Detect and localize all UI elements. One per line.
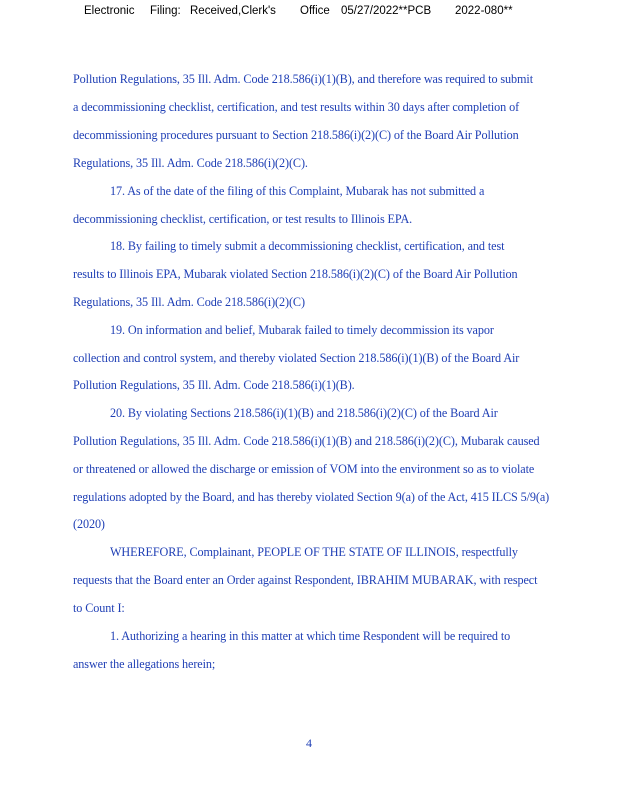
header-received: Received,Clerk's <box>190 5 276 17</box>
filing-stamp-header <box>0 5 618 19</box>
text-line: (2020) <box>73 517 105 531</box>
text-line: a decommissioning checklist, certification, and test results within 30 days after completion of <box>73 100 520 114</box>
paragraph-18-start: 18. By failing to timely submit a decommissioning checklist, certification, and test <box>110 239 505 253</box>
text-line: decommissioning procedures pursuant to Section 218.586(i)(2)(C) of the Board Air Pollution <box>73 128 519 142</box>
text-line: answer the allegations herein; <box>73 657 216 671</box>
text-line: Pollution Regulations, 35 Ill. Adm. Code 218.586(i)(1)(B) and 218.586(i)(2)(C), Mubarak caused <box>73 434 540 448</box>
text-line: decommissioning checklist, certification, or test results to Illinois EPA. <box>73 212 413 226</box>
text-line: requests that the Board enter an Order against Respondent, IBRAHIM MUBARAK, with respect <box>73 573 538 587</box>
text-line: to Count I: <box>73 601 125 615</box>
paragraph-19-start: 19. On information and belief, Mubarak failed to timely decommission its vapor <box>110 323 494 337</box>
header-docket: 2022-080** <box>455 5 513 17</box>
page-number: 4 <box>306 736 312 750</box>
header-date: 05/27/2022**PCB <box>341 5 432 17</box>
text-line: results to Illinois EPA, Mubarak violated Section 218.586(i)(2)(C) of the Board Air Pollution <box>73 267 518 281</box>
paragraph-17-start: 17. As of the date of the filing of this Complaint, Mubarak has not submitted a <box>110 184 485 198</box>
text-line: regulations adopted by the Board, and has thereby violated Section 9(a) of the Act, 415 ILCS 5/9(a) <box>73 490 550 504</box>
header-electronic: Electronic <box>84 5 135 17</box>
text-line: Pollution Regulations, 35 Ill. Adm. Code 218.586(i)(1)(B). <box>73 378 355 392</box>
text-line: Regulations, 35 Ill. Adm. Code 218.586(i)(2)(C). <box>73 156 308 170</box>
wherefore-clause-start: WHEREFORE, Complainant, PEOPLE OF THE STATE OF ILLINOIS, respectfully <box>110 545 518 559</box>
text-line: collection and control system, and thereby violated Section 218.586(i)(1)(B) of the Board Air <box>73 351 520 365</box>
prayer-item-1-start: 1. Authorizing a hearing in this matter at which time Respondent will be required to <box>110 629 511 643</box>
header-office: Office <box>300 5 330 17</box>
text-line: Pollution Regulations, 35 Ill. Adm. Code 218.586(i)(1)(B), and therefore was required to submit <box>73 72 533 86</box>
text-line: or threatened or allowed the discharge or emission of VOM into the environment so as to violate <box>73 462 535 476</box>
paragraph-20-start: 20. By violating Sections 218.586(i)(1)(B) and 218.586(i)(2)(C) of the Board Air <box>110 406 498 420</box>
header-filing: Filing: <box>150 5 181 17</box>
text-line: Regulations, 35 Ill. Adm. Code 218.586(i)(2)(C) <box>73 295 305 309</box>
